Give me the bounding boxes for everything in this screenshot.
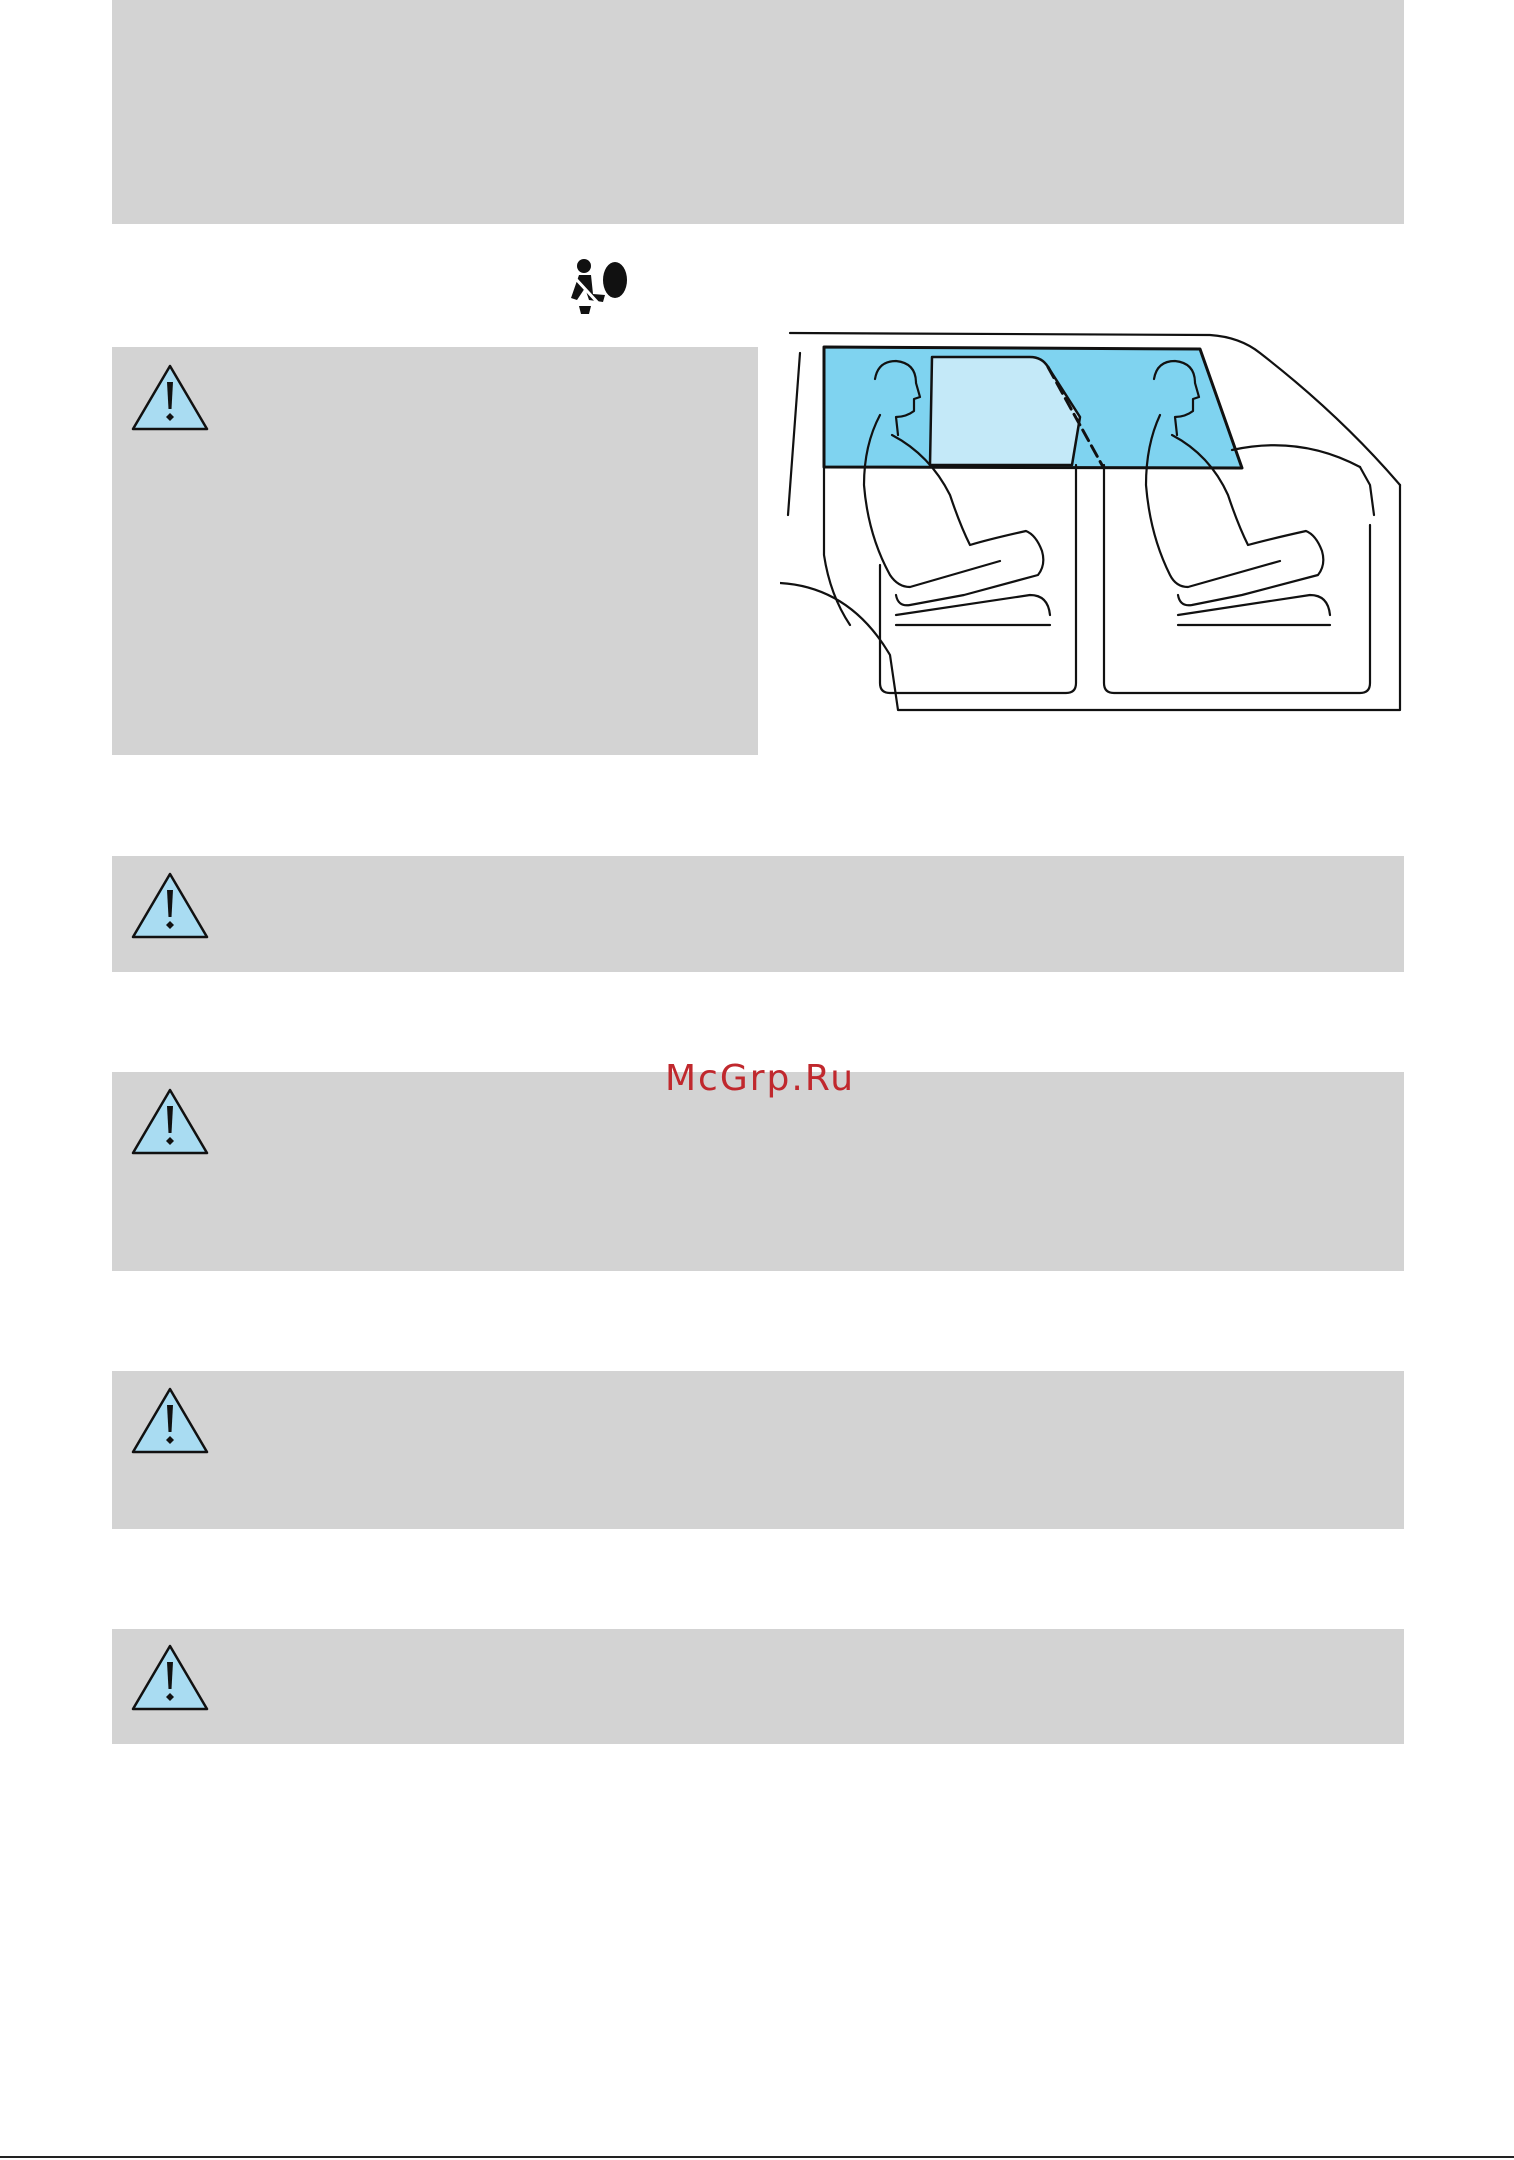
seatbelt-airbag-icon bbox=[565, 258, 629, 316]
warning-triangle-icon bbox=[130, 363, 210, 433]
watermark: McGrp.Ru bbox=[664, 1058, 856, 1099]
top-gray-box bbox=[112, 0, 1404, 224]
side-curtain-airbag-illustration bbox=[780, 325, 1410, 715]
warning-triangle-icon bbox=[130, 1386, 210, 1456]
warning-triangle-icon bbox=[130, 1087, 210, 1157]
warning-box-2 bbox=[112, 856, 1404, 972]
warning-triangle-icon bbox=[130, 871, 210, 941]
warning-box-5 bbox=[112, 1629, 1404, 1744]
warning-box-3 bbox=[112, 1072, 1404, 1271]
warning-box-4 bbox=[112, 1371, 1404, 1529]
warning-triangle-icon bbox=[130, 1643, 210, 1713]
footer-rule bbox=[0, 2156, 1514, 2158]
